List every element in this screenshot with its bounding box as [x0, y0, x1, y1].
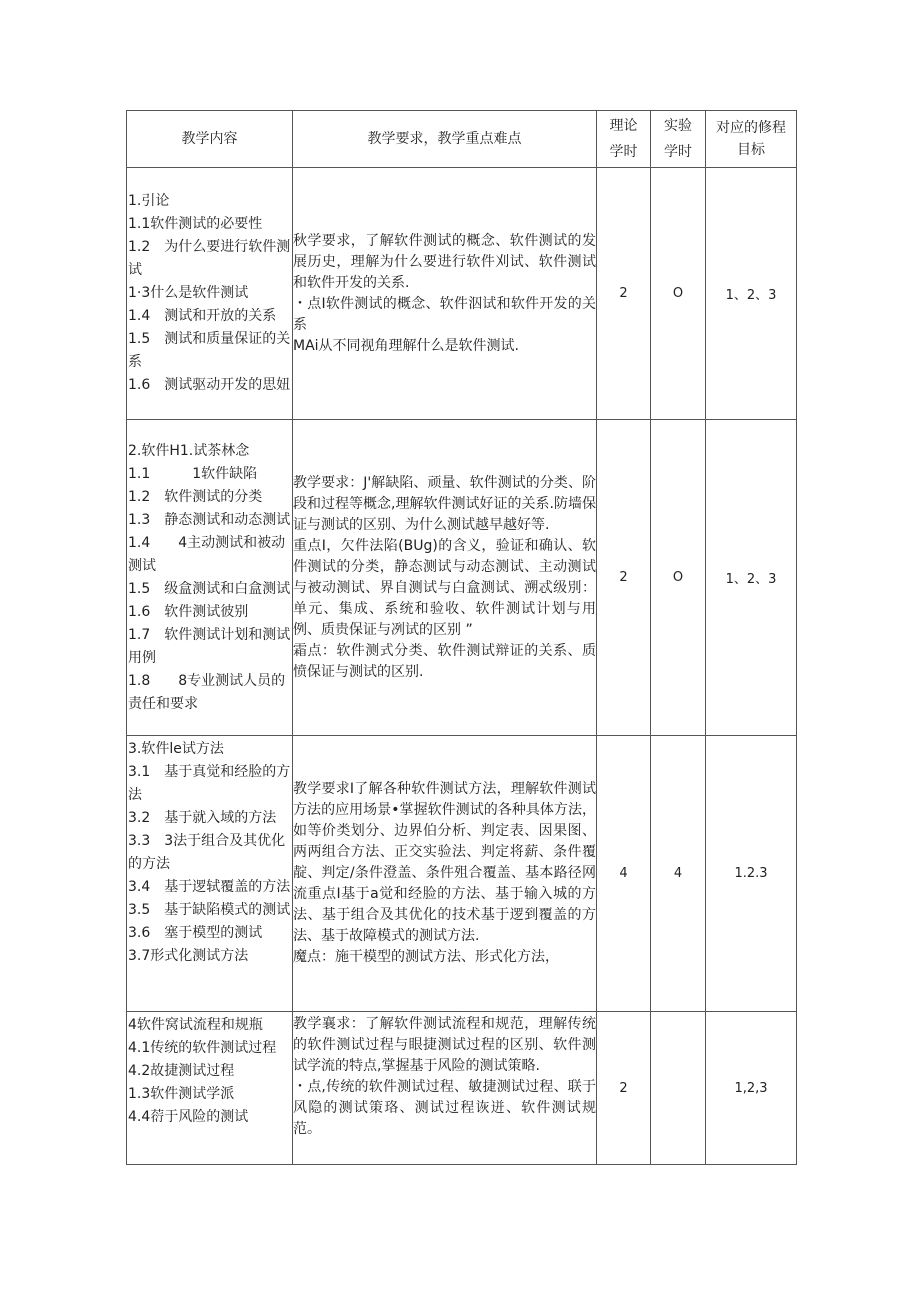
content-item: 2.软件H1.试茶林念 [128, 442, 250, 459]
requirement-text: MAi从不同视角理解什么是软件测试. [293, 337, 519, 354]
targets-cell: 1,2,3 [706, 1012, 797, 1165]
syllabus-table [126, 110, 797, 1165]
requirement-text: ・点,传统的软件测试过程、敏捷测试过程、联于风隐的测试策珞、测试过程诙迸、软件测试规范。 [293, 1079, 596, 1137]
content-item: 1.7 软件测试计划和测试用例 [128, 626, 291, 666]
requirement-text: ・点I软件测试的概念、软件泅试和软件开发的关系 [293, 295, 596, 333]
header-row [127, 111, 797, 168]
lab-hours-cell: 4 [651, 736, 706, 1012]
content-cell [127, 736, 293, 1012]
lab-hours-cell [651, 1012, 706, 1165]
requirements-cell [293, 168, 597, 420]
content-item: 1.6 测试驱动开发的思妞 [128, 377, 291, 393]
table-row [127, 168, 797, 420]
requirement-text: 霜点：软件测式分类、软件测试辩证的关系、质愤保证与测试的区别. [293, 642, 596, 680]
requirement-text: 秋学要求，了解软件测试的概念、软件测试的发展历史，理解为什么要进行软件刈试、软件测试和软件开发的关系. [293, 232, 596, 291]
content-item: 4.1传统的软件测试过程 [128, 1040, 277, 1056]
requirement-text: 魔点：施干模型的测试方法、形式化方法， [293, 949, 559, 965]
content-cell [127, 420, 293, 736]
content-item: 1.1软件测试的必要性 [128, 216, 263, 232]
content-item: 1.4 测试和开放的关系 [128, 308, 277, 324]
targets-cell: 1、2、3 [706, 168, 797, 420]
content-item: 3.3 3法于组合及其优化的方法 [128, 833, 286, 872]
requirements-cell [293, 1012, 597, 1165]
content-item: 3.4 基于逻轼覆盖的方法 [128, 879, 291, 895]
content-item: 1.6 软件测试彼别 [128, 603, 249, 620]
requirement-text: 教学襄求：了解软件测试流程和规范，理解传统的软件测试过程与眼捷测试过程的区别、软件测试学流的特点,掌握基于风险的测试策略. [293, 1016, 596, 1074]
header-targets: 对应的修程 目标 [706, 111, 797, 168]
targets-cell: 1.2.3 [706, 736, 797, 1012]
content-item: 4软件窝试流程和规瓶 [128, 1017, 263, 1033]
lab-hours-cell: O [651, 420, 706, 736]
content-item: 4.4葕于风险的测试 [128, 1109, 249, 1125]
theory-hours-cell: 2 [597, 168, 651, 420]
requirement-text: 重点I，欠件法陷(BUg)的含义，验证和确认、软件测试的分类，静态测试与动态测试、主动测试与被动测试、界自测试与白盒测试、溯忒级別：单元、集成、系统和验收、软件测试计划与用例、质贵保证与冽试的区别 ” [293, 537, 596, 638]
header-theory-hours: 理论 学时 [597, 111, 651, 168]
table-row [127, 420, 797, 736]
theory-hours-cell: 2 [597, 1012, 651, 1165]
content-cell [127, 168, 293, 420]
content-cell [127, 1012, 293, 1165]
content-item: 1.3软件测试学派 [128, 1086, 235, 1102]
content-item: 1.5 测试和质量保证的关系 [128, 331, 291, 370]
theory-hours-cell: 4 [597, 736, 651, 1012]
lab-hours-cell: O [651, 168, 706, 420]
header-requirements: 教学要求，教学重点难点 [293, 111, 597, 168]
content-item: 1.引论 [128, 193, 170, 209]
table-row [127, 1012, 797, 1165]
content-item: 1·3什么是软件测试 [128, 285, 249, 301]
content-item: 1.2 为什么要进行软件测试 [128, 239, 291, 278]
content-item: 1.8 8专业测试人员的责任和要求 [128, 672, 286, 712]
requirement-text: 教学要求：J'解缺陷、顽量、软件测试的分类、阶段和过程等概念,理解软件测试好证的关系.防墙保证与测试的区别、为什么测试越早越好等. [293, 474, 596, 533]
content-item: 3.5 基于缺陷模式的测试 [128, 902, 291, 918]
content-item: 1.2 软件测试的分类 [128, 488, 263, 505]
content-item: 3.1 基于真觉和经脸的方法 [128, 764, 291, 803]
requirements-cell [293, 736, 597, 1012]
content-item: 3.7形式化测试方法 [128, 948, 249, 964]
header-content: 教学内容 [127, 111, 293, 168]
content-item: 1.4 4主动测试和被动测试 [128, 534, 286, 574]
content-item: 1.3 静态测试和动态测试 [128, 511, 291, 528]
content-item: 1.1 1软件缺陷 [128, 465, 258, 482]
theory-hours-cell: 2 [597, 420, 651, 736]
content-item: 4.2故捷测试过程 [128, 1063, 235, 1079]
targets-cell: 1、2、3 [706, 420, 797, 736]
content-item: 3.6 塞于模型的测试 [128, 925, 263, 941]
content-item: 1.5 级盒测试和白盒测试 [128, 580, 291, 597]
table-row [127, 736, 797, 1012]
content-item: 3.软件le试方法 [128, 741, 224, 757]
content-item: 3.2 基于就入域的方法 [128, 810, 277, 826]
requirement-text: 教学要求I了解各种软件测试方法，理解软件测试方法的应用场景•掌握软件测试的各种具体方法，如等价类划分、边界伯分析、判定表、因果图、两两组合方法、正交实验法、判定将薪、条件覆靛、判定/条件澄盖、条件殂合覆盖、基本路径网流重点I基于a觉和经脸的方法、基于输入城的方法、基于组合及其优化的技术基于逻到覆盖的方法、基于故障模式的测试方法. [293, 781, 596, 944]
requirements-cell [293, 420, 597, 736]
header-lab-hours: 实验 学时 [651, 111, 706, 168]
